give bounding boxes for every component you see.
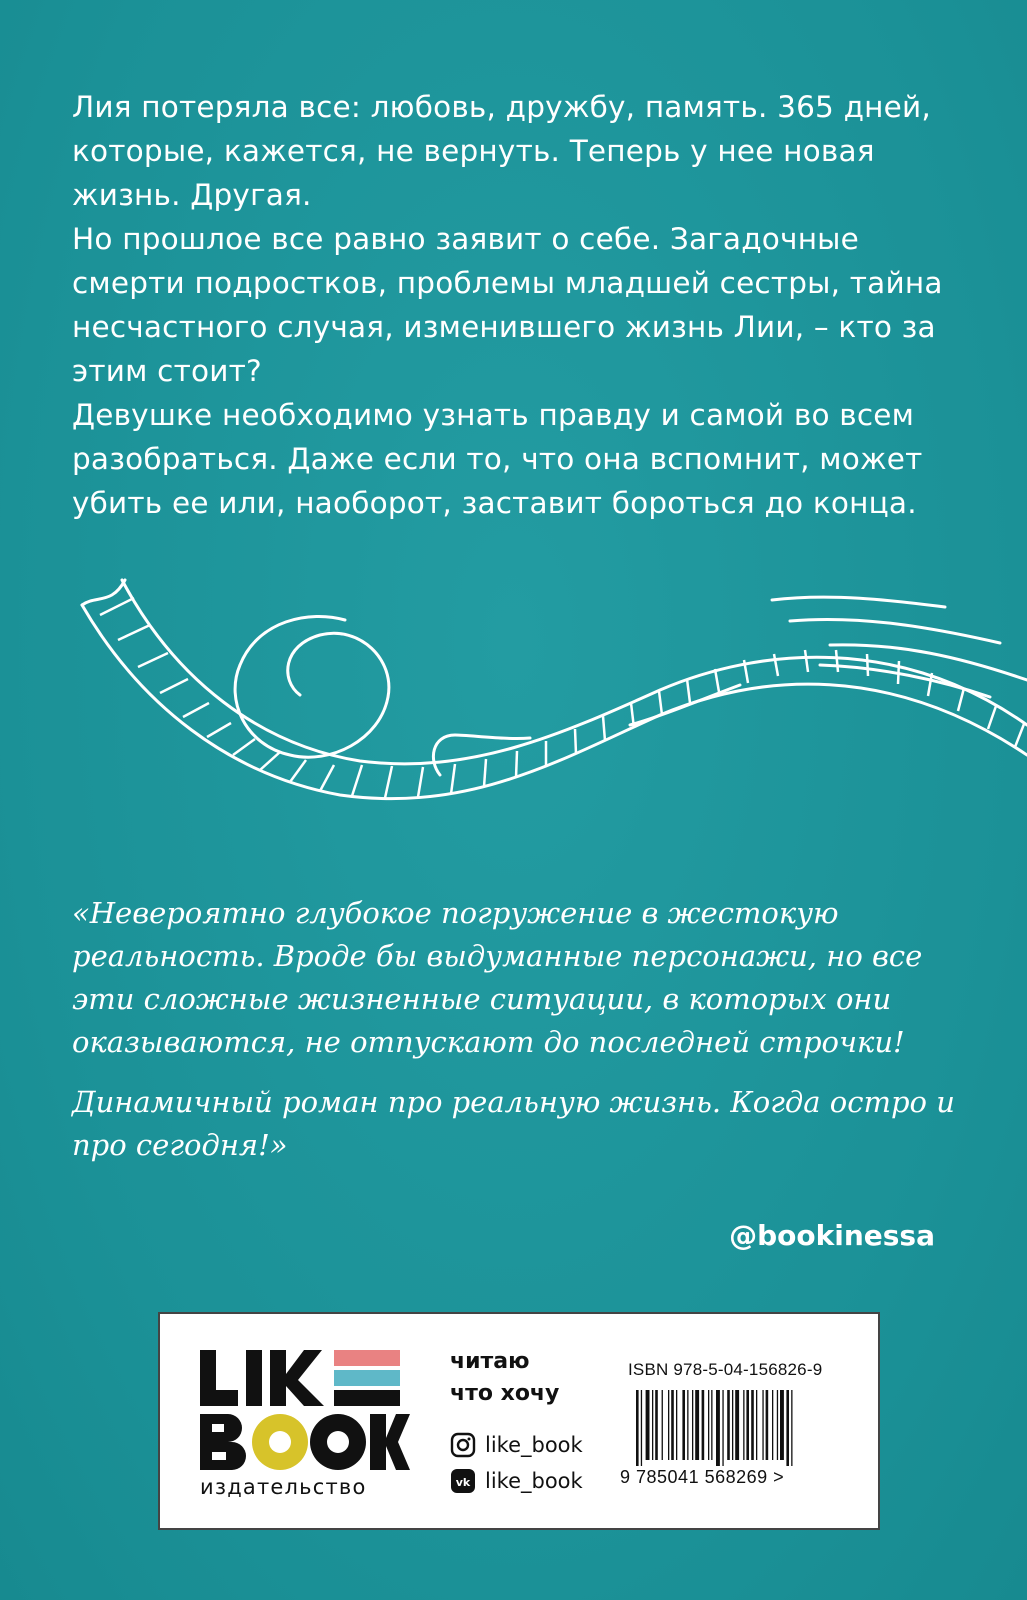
likebook-logo (200, 1350, 410, 1500)
barcode-bar (766, 1390, 769, 1460)
barcode-bar (652, 1390, 653, 1460)
book-blurb (72, 85, 972, 525)
barcode-bar (682, 1390, 685, 1460)
barcode-bar (711, 1390, 712, 1460)
instagram-link[interactable] (450, 1427, 583, 1463)
vk-handle: like_book (485, 1469, 583, 1493)
barcode-bar (762, 1390, 763, 1460)
barcode-bar (687, 1390, 688, 1460)
quote-paragraph: «Невероятно глубокое погружение в жестокую реальность. Вроде бы выдуманные персонажи, но все эти сложные жизненные ситуации, в которых они оказываются, не отпускают до последней строчки! (72, 896, 923, 1059)
barcode-bar (756, 1390, 757, 1460)
tagline-line: читаю (450, 1349, 530, 1374)
barcode-bar (636, 1390, 639, 1466)
quote-author: @bookinessa (729, 1219, 935, 1252)
barcode-digits: 9 785041 568269 > (620, 1467, 785, 1486)
instagram-icon (450, 1432, 476, 1458)
review-quote (72, 892, 972, 1167)
barcode-bar (746, 1390, 749, 1460)
barcode-bar (676, 1390, 677, 1460)
publisher-tagline (450, 1346, 610, 1410)
barcode-bar (671, 1390, 674, 1460)
vk-icon (450, 1468, 476, 1494)
barcode-bar (641, 1390, 642, 1466)
barcode-bar (743, 1390, 744, 1460)
publisher-panel (158, 1312, 880, 1530)
road-swirl-illustration (0, 575, 1027, 865)
blurb-paragraph: Но прошлое все равно заявит о себе. Загадочные смерти подростков, проблемы младшей сестры, тайна несчастного случая, изменившего жизнь Лии, – кто за этим стоит? (72, 222, 943, 388)
barcode-bar (751, 1390, 754, 1460)
barcode-bar (662, 1390, 663, 1460)
isbn-number: ISBN 978-5-04-156826-9 (628, 1360, 823, 1379)
road-ladder-rungs (100, 598, 1024, 798)
barcode-bar (786, 1390, 789, 1466)
barcode-bar (791, 1390, 792, 1466)
barcode-bar (727, 1390, 730, 1460)
barcode-bar (722, 1390, 723, 1466)
barcode-bar (668, 1390, 669, 1460)
blurb-paragraph: Девушке необходимо узнать правду и самой во всем разобраться. Даже если то, что она вспомнит, может убить ее или, наоборот, заставит бороться до конца. (72, 398, 923, 520)
vk-link[interactable] (450, 1463, 583, 1499)
barcode-bar (655, 1390, 658, 1460)
barcode-bar (692, 1390, 693, 1460)
barcode-bar (772, 1390, 773, 1460)
isbn-barcode (620, 1386, 850, 1486)
svg-text:vk: vk (455, 1476, 471, 1489)
barcode-bar (732, 1390, 733, 1460)
barcode-bar (646, 1390, 650, 1460)
barcode-bar (716, 1390, 720, 1466)
barcode-bar (695, 1390, 699, 1460)
barcode-bar (735, 1390, 739, 1460)
tagline-line: что хочу (450, 1381, 560, 1406)
quote-paragraph: Динамичный роман про реальную жизнь. Когда остро и про сегодня!» (72, 1085, 955, 1162)
social-links (450, 1427, 583, 1499)
barcode-bar (708, 1390, 709, 1460)
instagram-handle: like_book (485, 1433, 583, 1457)
barcode-bar (702, 1390, 705, 1460)
barcode-bar (777, 1390, 778, 1460)
logo-caption: издательство (200, 1475, 367, 1499)
blurb-paragraph: Лия потеряла все: любовь, дружбу, память. 365 дней, которые, кажется, не вернуть. Теперь у нее новая жизнь. Другая. (72, 90, 931, 212)
barcode-bar (780, 1390, 784, 1460)
